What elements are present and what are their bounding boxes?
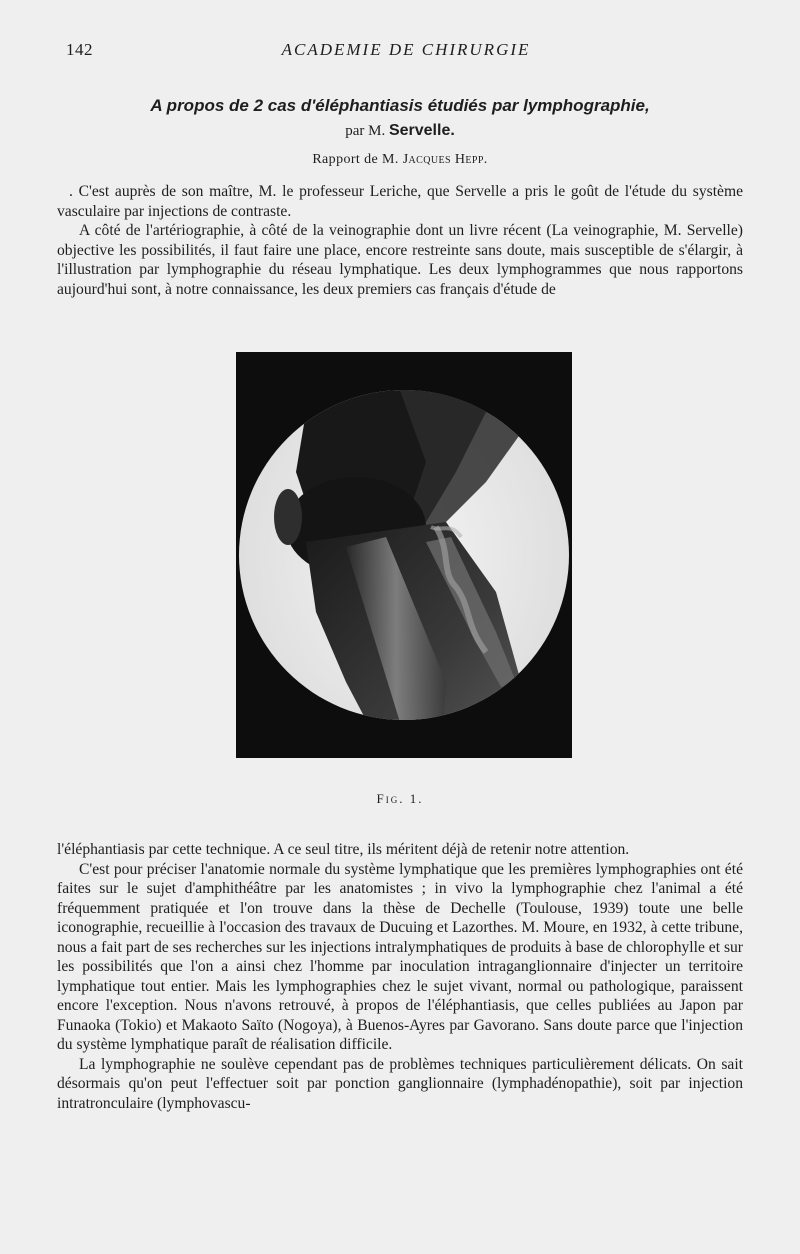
report-line xyxy=(60,152,740,168)
article-title: A propos de 2 cas d'éléphantiasis étudiés par lymphographie, xyxy=(150,96,650,115)
paragraph: . C'est auprès de son maître, M. le professeur Leriche, que Servelle a pris le goût de l'étude du système vasculaire par injections de contraste. xyxy=(57,183,743,220)
byline xyxy=(60,122,740,140)
report-prefix: Rapport de M. xyxy=(312,152,399,167)
paragraph: A côté de l'artériographie, à côté de la veinographie dont un livre récent (La veinographie, M. Servelle) objective les possibilités, il faut faire une place, encore restreinte sans doute, mais susceptible de s'élargir, à l'illustration par lymphographie du réseau lymphatique. Les deux lymphogrammes que nous rapportons aujourd'hui sont, à notre connaissance, les deux premiers cas français d'étude de xyxy=(57,222,743,298)
running-head xyxy=(66,40,746,62)
continued-text xyxy=(57,840,743,1113)
page-number: 142 xyxy=(66,40,93,59)
paragraph: La lymphographie ne soulève cependant pas de problèmes techniques particulièrement délicats. On sait désormais qu'on peut l'effectuer soit par ponction ganglionnaire (lymphadénopathie), soit par injection intratronculaire (lymphovascu- xyxy=(57,1055,743,1112)
xray-image xyxy=(236,352,572,758)
paragraph: C'est pour préciser l'anatomie normale du système lymphatique que les premières lymphographies ont été faites sur le sujet d'amphithéâtre par les anatomistes ; in vivo la lymphographie chez l'animal a été fréquemment pratiquée et l'on trouve dans la thèse de Dechelle (Toulouse, 1939) toute une belle iconographie, recueillie à l'occasion des travaux de Ducuing et Lazorthes. M. Moure, en 1932, à cette tribune, nous a fait part de ses recherches sur les injections intralymphatiques de produits à base de chlorophylle et sur les possibilités que l'on a ainsi chez l'homme par inoculation intraganglionnaire d'injecter un territoire lymphatique tout entier. Mais les lymphographies chez le sujet vivant, normal ou pathologique, paraissent encore l'exception. Nous n'avons retrouvé, à propos de l'éléphantiasis, que celles publiées au Japon par Funaoka (Tokio) et Makaoto Saïto (Nogoya), à Buenos-Ayres par Gavorano. Sans doute parce que l'injection du système lymphatique paraît de réalisation difficile. xyxy=(57,860,743,1053)
journal-title: ACADEMIE DE CHIRURGIE xyxy=(281,40,531,59)
xray-figure xyxy=(236,352,572,758)
author-name: Servelle. xyxy=(388,122,455,139)
paragraph: l'éléphantiasis par cette technique. A ce seul titre, ils méritent déjà de retenir notre attention. xyxy=(57,841,630,858)
intro-text xyxy=(57,182,743,299)
reporter-name: Jacques Hepp. xyxy=(402,152,488,167)
figure-caption: Fig. 1. xyxy=(376,791,424,806)
byline-prefix: par M. xyxy=(345,123,386,139)
